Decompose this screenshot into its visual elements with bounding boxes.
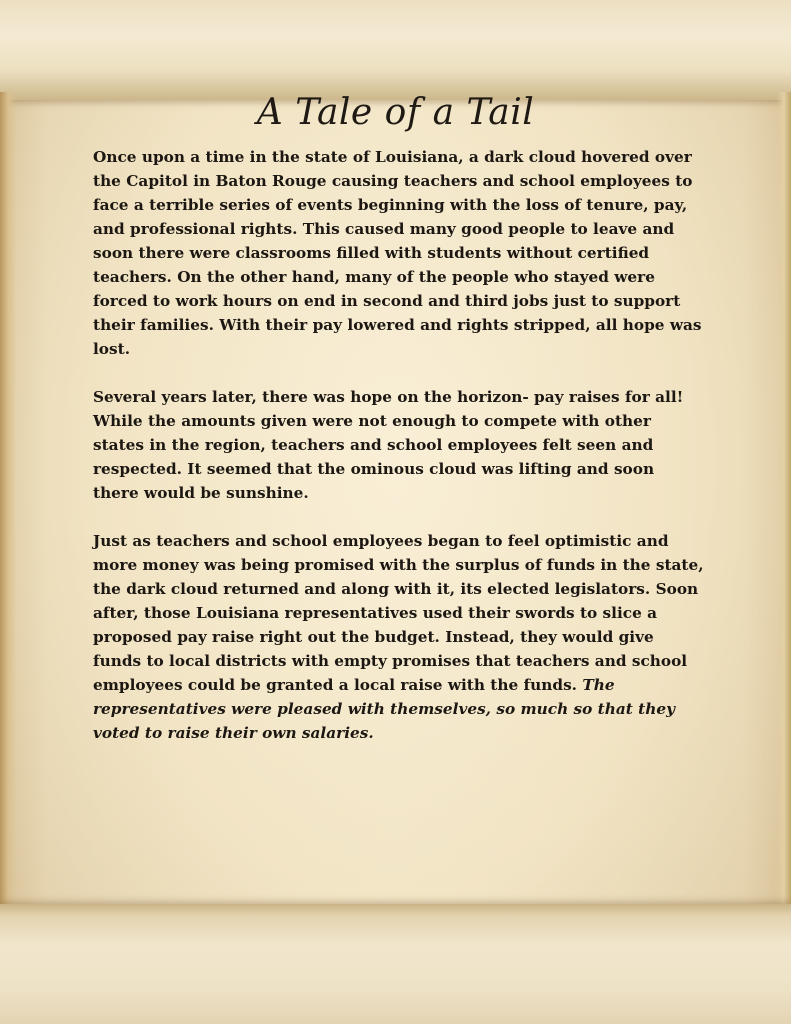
page-title: A Tale of a Tail [256,92,535,133]
story-paragraph-1: Once upon a time in the state of Louisiana, a dark cloud hovered over the Capitol in Baton Rouge causing teachers and school employees to face a terrible series of events beginning with the loss of tenure, pay, and professional rights. This caused many good people to leave and soon there were classrooms filled with students without certified teachers. On the other hand, many of the people who stayed were forced to work hours on end in second and third jobs just to support their families. With their pay lowered and rights stripped, all hope was lost. [93,148,702,358]
scroll-left-edge [0,92,16,907]
story-emphasis: The representatives were pleased with themselves, so much so that they voted to raise their own salaries. [93,676,675,742]
scroll-bottom-roll [0,904,791,1024]
story-paragraph-3-text: Just as teachers and school employees began to feel optimistic and more money was being promised with the surplus of funds in the state, the dark cloud returned and along with it, its elected legislators. Soon after, those Louisiana representatives used their swords to slice a proposed pay raise right out the budget. Instead, they would give funds to local districts with empty promises that teachers and school employees could be granted a local raise with the funds. [93,532,704,694]
scroll-top-roll [0,0,791,100]
story-paragraph-2: Several years later, there was hope on the horizon- pay raises for all! While the amounts given were not enough to compete with other states in the region, teachers and school employees felt seen and respected. It seemed that the ominous cloud was lifting and soon there would be sunshine. [93,388,684,502]
story-body [93,145,705,769]
story-paragraph-3 [93,529,705,745]
scroll-right-edge [777,92,791,907]
